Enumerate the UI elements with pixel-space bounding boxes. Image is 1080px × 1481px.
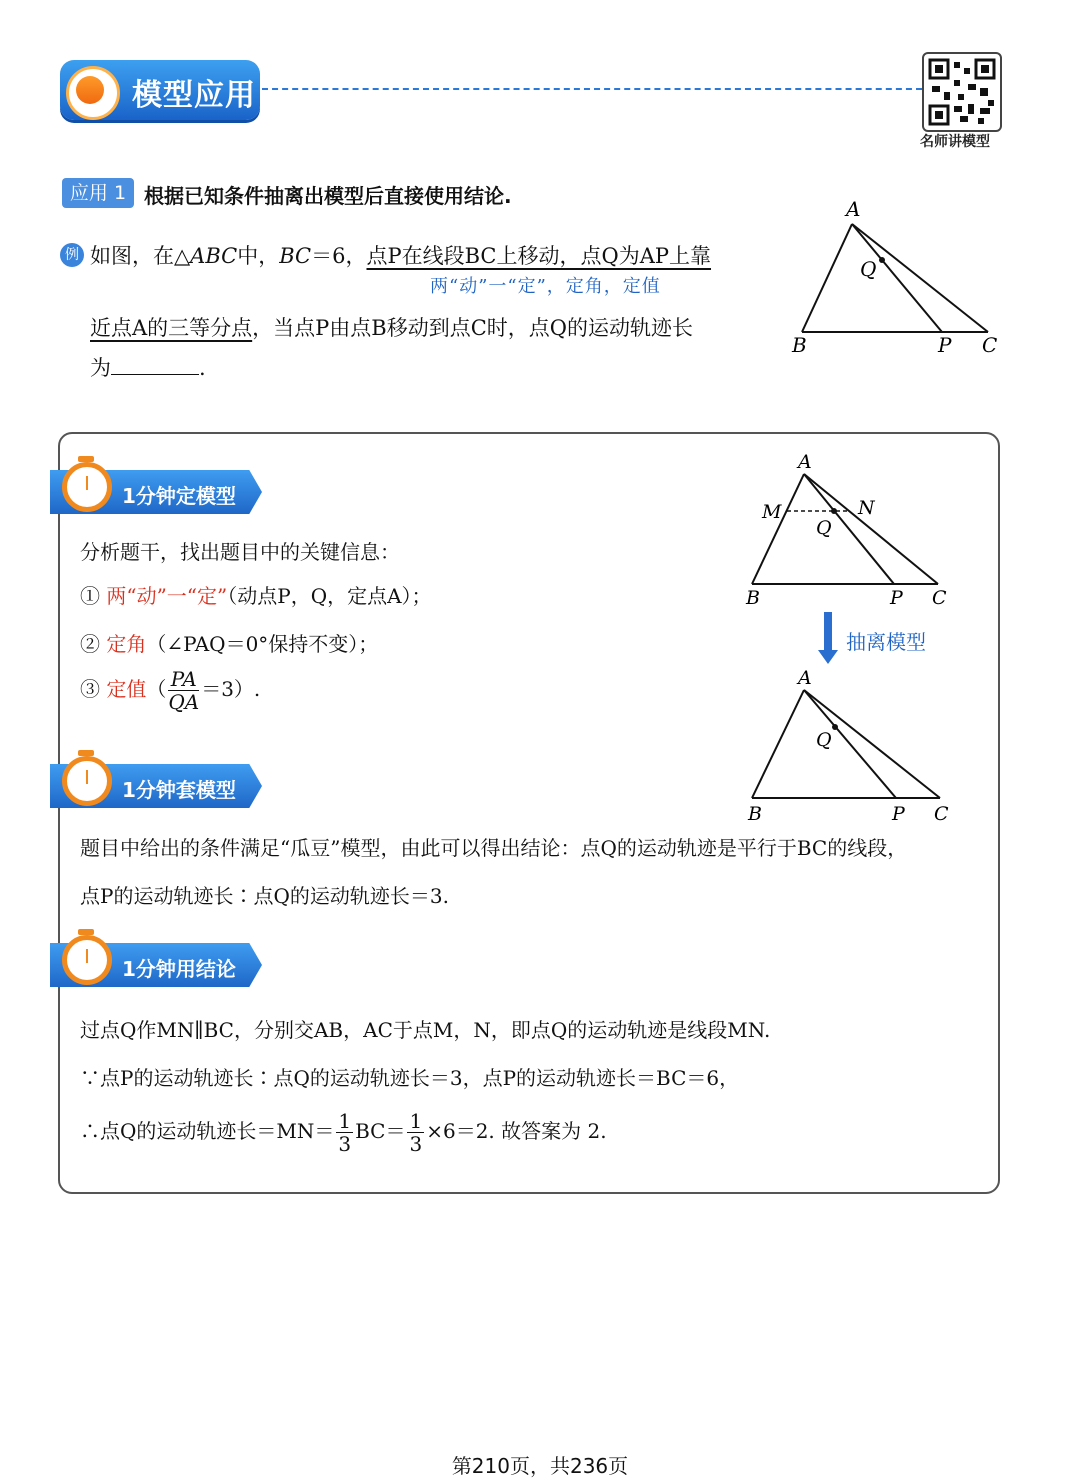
- s2-line-1: 题目中给出的条件满足“瓜豆”模型，由此可以得出结论：点Q的运动轨迹是平行于BC的线段，: [80, 836, 908, 860]
- arrow-head-icon: [818, 650, 838, 664]
- s3-line-1: 过点Q作MN∥BC，分别交AB，AC于点M，N，即点Q的运动轨迹是线段MN.: [80, 1018, 771, 1042]
- s2-line-2: 点P的运动轨迹长∶点Q的运动轨迹长＝3.: [80, 884, 449, 908]
- fig3-label-Q: Q: [816, 729, 832, 751]
- example-line-3: 为 .: [90, 356, 206, 380]
- s3-line-3: ∴点Q的运动轨迹长＝MN＝ $\frac{1}{3}$ BC＝ $\frac{1}{3}$ ×6＝2. 故答案为 2.: [80, 1109, 607, 1156]
- fig2-label-M: M: [762, 501, 782, 523]
- page-number: 第210页，共236页: [451, 1454, 629, 1478]
- example-underlined-2: 近点A的三等分点: [90, 316, 253, 340]
- fig2-label-B: B: [746, 587, 760, 609]
- fig2-label-N: N: [858, 497, 875, 519]
- arrow-down-icon: [824, 612, 832, 652]
- fig1-label-A: A: [846, 197, 861, 221]
- section-1-title: 1分钟定模型: [122, 484, 236, 508]
- section-3-title: 1分钟用结论: [122, 957, 236, 981]
- stopwatch-hand: [86, 770, 88, 784]
- fig2-label-A: A: [798, 451, 812, 473]
- fig2-label-C: C: [932, 587, 947, 609]
- fig1-label-C: C: [982, 333, 998, 357]
- example-badge: 例: [60, 243, 84, 267]
- fig3-label-A: A: [798, 667, 812, 689]
- figure-1-triangle: [780, 196, 1020, 366]
- header-dashed-line: [262, 88, 922, 90]
- book-icon-inner: [76, 76, 104, 104]
- fig1-label-P: P: [938, 333, 952, 357]
- section-2-title: 1分钟套模型: [122, 778, 236, 802]
- application-text: 根据已知条件抽离出模型后直接使用结论.: [144, 184, 512, 208]
- qr-label: 名师讲模型: [920, 134, 990, 150]
- fig3-label-P: P: [892, 803, 905, 825]
- fig2-label-P: P: [890, 587, 903, 609]
- s1-item-2: ② 定角（∠PAQ＝0°保持不变）；: [80, 632, 379, 656]
- stopwatch-hand: [86, 476, 88, 490]
- s1-item-3: ③ 定值（ $\frac{PA}{QA}$ ＝3）.: [80, 667, 261, 714]
- fig2-label-Q: Q: [816, 517, 832, 539]
- s3-line-2: ∵点P的运动轨迹长∶点Q的运动轨迹长＝3，点P的运动轨迹长＝BC＝6，: [80, 1066, 740, 1090]
- s1-item-1: ① 两“动”一“定”（动点P，Q，定点A）；: [80, 584, 432, 608]
- example-line-2: 近点A的三等分点，当点P由点B移动到点C时，点Q的运动轨迹长: [90, 316, 694, 340]
- answer-blank[interactable]: [111, 356, 199, 375]
- header-title: 模型应用: [132, 78, 256, 113]
- s1-intro: 分析题干，找出题目中的关键信息：: [80, 540, 400, 564]
- qr-code-icon[interactable]: [922, 52, 1002, 132]
- application-tag: 应用 1: [62, 178, 134, 208]
- example-line-1: 如图，在△ABC中，BC＝6，点P在线段BC上移动，点Q为AP上靠: [90, 244, 712, 268]
- extract-model-label: 抽离模型: [846, 630, 926, 654]
- example-annotation: 两“动”一“定”，定角，定值: [430, 276, 661, 297]
- fig1-label-B: B: [792, 333, 807, 357]
- fig1-label-Q: Q: [860, 257, 877, 281]
- figure-2-triangle: [736, 448, 966, 616]
- figure-3-triangle: [736, 664, 966, 832]
- stopwatch-hand: [86, 949, 88, 963]
- fig3-label-B: B: [748, 803, 762, 825]
- example-underlined-1: 点P在线段BC上移动，点Q为AP上靠: [366, 244, 712, 268]
- fig3-label-C: C: [934, 803, 949, 825]
